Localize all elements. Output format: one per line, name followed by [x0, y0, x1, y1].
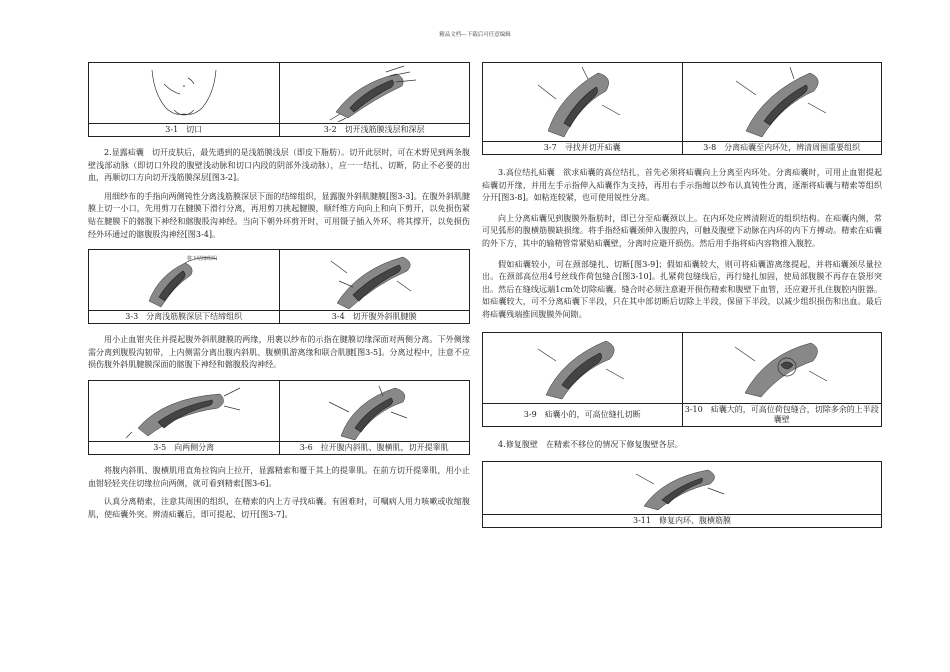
right-column: [482, 62, 882, 528]
figure-3-4-caption: 3-4 切开腹外斜肌腱膜: [279, 311, 470, 324]
paragraph: 用小止血钳夹住并提起腹外斜肌腱膜的两缘，用裹以纱布的示指在腱膜切缘深面对两侧分离。下外侧缘需分离到腹股沟韧带，上内侧需分离出腹内斜肌、腹横肌游离缘和联合肌腱[图3-5]。分离过程中，注意不应损伤腹外斜肌腱膜深面的髂腹下神经和髂腹股沟神经。: [88, 335, 470, 370]
figure-3-1-image: [89, 63, 280, 124]
figure-3-11-image: [483, 462, 882, 515]
figure-3-2-caption: 3-2 切开浅筋膜浅层和深层: [279, 124, 470, 137]
hernia-sac-opening-illustration: [534, 65, 630, 139]
figure-3-3-image: [89, 250, 280, 311]
figure-3-11-caption: 3-11 修复内环、腹横筋膜: [483, 515, 882, 528]
figure-3-8-image: [682, 63, 882, 142]
figure-3-5-image: [89, 380, 280, 441]
high-ligation-illustration: [532, 335, 632, 401]
figure-3-3-caption: 3-3 分离浅筋膜深层下结缔组织: [89, 311, 280, 324]
figure-3-7-image: [483, 63, 683, 142]
figure-3-7-caption: 3-7 寻找并切开疝囊: [483, 142, 683, 155]
figure-table-3-7-3-8: [482, 62, 882, 155]
figure-3-10-caption: 3-10 疝囊大的，可高位荷包缝合，切除多余的上半段囊壁: [682, 403, 882, 426]
figure-3-9-image: [483, 332, 683, 403]
paragraph: 用细纱布的手指向两侧钝性分离浅筋膜深层下面的结缔组织，显露腹外斜肌腱膜[图3-3]。在腹外斜肌腱膜上切一小口，先用剪刀在腱膜下滑行分离，再用剪刀挑起腱膜，顺纤维方向向上和向下剪开，以免损伤紧贴在腱膜下的髂腹下神经和髂腹股沟神经。当向下朝外环剪开时，可用镊子插入外环，将其撑开，以免损伤经外环通过的髂腹股沟神经[图3-4]。: [88, 191, 470, 239]
paragraph: 假如疝囊较小，可在颈部缝扎、切断[图3-9]；假如疝囊较大，则可将疝囊游离缘提起，并将疝囊颈尽量拉出。在颈部高位用4号丝线作荷包缝合[图3-10]。扎紧荷包缝线后，再行缝扎加固，使局部腹膜不再存在袋形突出。然后在缝线远端1cm处切除疝囊。缝合时必须注意避开损伤精索和腹壁下血管，还应避开扎住腹腔内脏器。如疝囊较大，可不分离疝囊下半段，只在其中部切断后切除上半段，保留下半段，以减少组织损伤和出血。最后将疝囊残端推回腹膜外间隙。: [482, 259, 882, 319]
figure-table-3-3-3-4: [88, 249, 470, 324]
groin-incision-illustration: [144, 64, 224, 122]
bilateral-separation-illustration: [124, 382, 244, 440]
paragraph: 向上分离疝囊见到腹膜外脂肪时，即已分至疝囊颈以上。在内环处应辨清附近的组织结构。在疝囊内侧，常可见弧形的腹横筋膜缺损缘。将手指经疝囊颈伸入腹腔内，可触及腹壁下动脉在内环的内下方搏动。精索在疝囊的外下方，其中的输精管常紧贴疝囊壁，分离时应避开损伤。然后用手指将疝内容物推入腹腔。: [482, 213, 882, 248]
sac-separation-illustration: [730, 65, 834, 139]
paragraph: 认真分离精索，注意其周围的组织，在精索的内上方寻找疝囊。有困难时，可嘱病人用力咳嗽或收缩腹肌，使疝囊外突。辨清疝囊后，即可提起、切开[图3-7]。: [88, 497, 470, 519]
figure-table-3-11: [482, 461, 882, 528]
figure-table-3-9-3-10: [482, 332, 882, 427]
figure-table-3-5-3-6: [88, 380, 470, 455]
purse-string-suture-illustration: [727, 335, 837, 401]
figure-3-1-caption: 3-1 切口: [89, 124, 280, 137]
figure-3-9-caption: 3-9 疝囊小的，可高位缝扎切断: [483, 403, 683, 426]
inner-ring-repair-illustration: [632, 464, 732, 512]
figure-3-2-image: [279, 63, 470, 124]
figure-3-10-image: [682, 332, 882, 403]
figure-3-6-caption: 3-6 拉开腹内斜肌、腹横肌，切开提睾肌: [279, 441, 470, 454]
aponeurosis-incision-illustration: [319, 251, 429, 309]
figure-3-5-caption: 3-5 向两侧分离: [89, 441, 280, 454]
paragraph: 将腹内斜肌、腹横肌用直角拉钩向上拉开，显露精索和覆于其上的提睾肌。在前方切开提睾肌，用小止血钳轻轻夹住切缘拉向两侧，就可看到精索[图3-6]。: [88, 465, 470, 488]
page-header: 精品文档---下载后可任意编辑: [439, 32, 511, 38]
paragraph: 3.高位结扎疝囊 欲求疝囊的高位结扎，首先必须将疝囊向上分离至内环处。分离疝囊时，可用止血钳提起疝囊切开缘，并用左手示指伸入疝囊作为支持，再用右手示指缠以纱布认真钝性分离，逐渐将疝囊与精索等组织分开[图3-8]。如粘连较紧，也可使用锐性分离。: [482, 168, 882, 203]
left-column: [88, 62, 470, 521]
figure-3-6-image: [279, 380, 470, 441]
figure-3-8-caption: 3-8 分离疝囊至内环处，辨清周围重要组织: [682, 142, 882, 155]
paragraph: 2.显露疝囊 切开皮肤后，最先遇到的是浅筋膜浅层（即皮下脂肪）。切开此层时，可在术野见到两条腹壁浅部动脉（即切口外段的腹壁浅动脉和切口内段的阴部外浅动脉），应一一结扎、切断，防止不必要的出血，再顺切口方向切开浅筋膜深层[图3-2]。: [88, 148, 470, 183]
figure-3-3-label: 将下结缔组织: [186, 256, 217, 263]
paragraph: 4.修复腹壁 在精索不移位的情况下修复腹壁各层。: [498, 439, 683, 449]
fascia-incision-illustration: [326, 64, 422, 122]
figure-table-3-1-3-2: [88, 62, 470, 137]
cremaster-incision-illustration: [319, 382, 429, 440]
blunt-dissection-illustration: [129, 251, 239, 309]
figure-3-4-image: [279, 250, 470, 311]
